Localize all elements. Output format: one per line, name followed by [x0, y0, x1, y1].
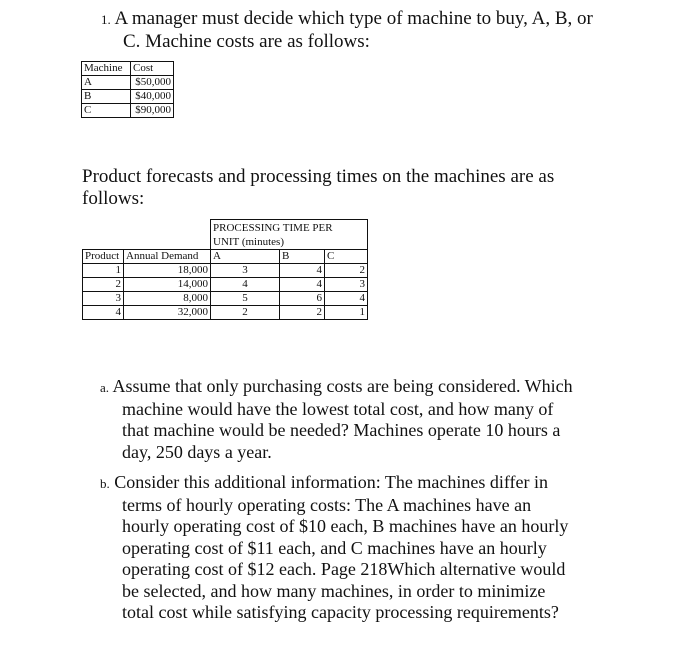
time-c-cell: 3 [325, 278, 368, 292]
header-a: A [211, 250, 280, 264]
header-product: Product [83, 250, 124, 264]
processing-intro [82, 166, 554, 210]
question-a-text-4: day, 250 days a year. [122, 441, 272, 462]
processing-intro-line-1: Product forecasts and processing times on the machines are as [82, 166, 555, 187]
time-b-cell: 4 [280, 264, 325, 278]
question-b [100, 472, 660, 624]
question-1-text-1: A manager must decide which type of machine to buy, A, B, or [114, 8, 593, 29]
question-b-marker: b. [100, 476, 110, 491]
question-a-text-3: that machine would be needed? Machines operate 10 hours a [122, 420, 561, 440]
question-b-text-2: terms of hourly operating costs: The A machines have an [122, 494, 532, 515]
cost-cell: $40,000 [131, 90, 174, 104]
question-b-text-7: total cost while satisfying capacity processing requirements? [122, 602, 559, 622]
header-b: B [280, 250, 325, 264]
processing-time-header-line-1: PROCESSING TIME PER [213, 222, 333, 234]
question-a-text-2: machine would have the lowest total cost, and how many of [122, 398, 554, 419]
table-row [83, 278, 368, 292]
processing-time-header-line-2: UNIT (minutes) [213, 236, 284, 248]
table-row [83, 264, 368, 278]
question-b-text-5: operating cost of $12 each. Page 218Which alternative would [122, 559, 566, 579]
question-b-text-1: Consider this additional information: The machines differ in [114, 472, 548, 492]
table-header-row [83, 250, 368, 264]
time-a-cell: 2 [211, 306, 280, 320]
machine-cell: B [82, 90, 131, 104]
table-row [83, 292, 368, 306]
question-1 [101, 8, 593, 53]
product-cell: 2 [83, 278, 124, 292]
demand-cell: 32,000 [124, 306, 211, 320]
time-b-cell: 6 [280, 292, 325, 306]
demand-cell: 8,000 [124, 292, 211, 306]
table-row [82, 76, 174, 90]
time-c-cell: 2 [325, 264, 368, 278]
table-row [82, 104, 174, 118]
question-b-text-6: be selected, and how many machines, in order to minimize [122, 580, 546, 601]
question-b-text-3: hourly operating cost of $10 each, B machines have an hourly [122, 516, 569, 536]
blank-cell [83, 220, 211, 250]
processing-time-header [211, 220, 368, 250]
group-header-row [83, 220, 368, 250]
product-cell: 3 [83, 292, 124, 306]
question-a-marker: a. [100, 380, 110, 395]
time-a-cell: 4 [211, 278, 280, 292]
question-a [100, 376, 660, 463]
time-c-cell: 4 [325, 292, 368, 306]
demand-cell: 14,000 [124, 278, 211, 292]
table-row [82, 90, 174, 104]
table-row [83, 306, 368, 320]
question-a-text-1: Assume that only purchasing costs are being considered. Which [112, 376, 573, 396]
cost-cell: $50,000 [131, 76, 174, 90]
question-1-text-2: C. Machine costs are as follows: [123, 31, 370, 52]
question-a-line-1 [100, 376, 660, 399]
product-cell: 1 [83, 264, 124, 278]
header-annual-demand: Annual Demand [124, 250, 211, 264]
demand-cell: 18,000 [124, 264, 211, 278]
time-b-cell: 2 [280, 306, 325, 320]
time-b-cell: 4 [280, 278, 325, 292]
time-a-cell: 3 [211, 264, 280, 278]
question-number: 1. [101, 12, 111, 27]
header-c: C [325, 250, 368, 264]
question-b-text-4: operating cost of $11 each, and C machines have an hourly [122, 537, 547, 558]
machine-cost-table [81, 61, 174, 118]
question-b-line-1 [100, 472, 660, 495]
question-1-line-1 [101, 8, 593, 31]
processing-time-table [82, 219, 368, 320]
time-c-cell: 1 [325, 306, 368, 320]
cost-cell: $90,000 [131, 104, 174, 118]
time-a-cell: 5 [211, 292, 280, 306]
table-header-row [82, 62, 174, 76]
machine-cell: A [82, 76, 131, 90]
header-cost: Cost [131, 62, 174, 76]
processing-intro-line-2: follows: [82, 188, 145, 209]
product-cell: 4 [83, 306, 124, 320]
header-machine: Machine [82, 62, 131, 76]
machine-cell: C [82, 104, 131, 118]
